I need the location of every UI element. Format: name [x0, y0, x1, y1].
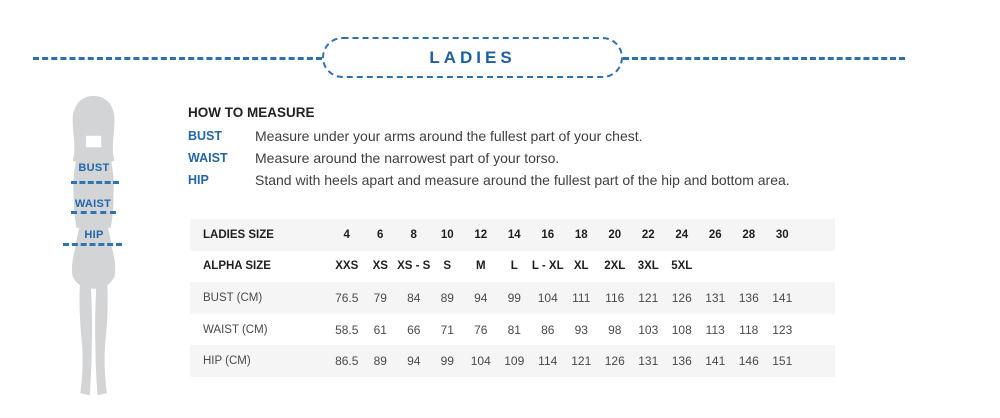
- table-cell: 111: [572, 290, 591, 305]
- how-to-measure-title: HOW TO MEASURE: [188, 105, 315, 120]
- table-cell: L: [510, 260, 518, 273]
- table-cell: 99: [440, 354, 454, 369]
- table-cell: 151: [772, 354, 793, 369]
- table-cell: 94: [407, 354, 421, 369]
- table-cell: 94: [474, 290, 488, 305]
- table-cell: 28: [742, 228, 756, 241]
- measure-instruction-waist: [188, 150, 888, 168]
- title-capsule: [322, 37, 623, 78]
- table-cell: S: [443, 260, 452, 273]
- header-dashed-line-right: [623, 57, 905, 60]
- table-cell: 24: [675, 228, 689, 241]
- row-label: ALPHA SIZE: [203, 260, 271, 273]
- measure-instruction-hip: [188, 172, 888, 190]
- row-label: BUST (CM): [203, 291, 263, 304]
- table-cell: 6: [377, 228, 384, 241]
- table-cell: 131: [705, 290, 726, 305]
- table-cell: 109: [504, 354, 525, 369]
- table-cell: 141: [705, 354, 726, 369]
- measure-instruction-bust: [188, 128, 888, 146]
- table-cell: [732, 251, 766, 283]
- table-cell: 84: [407, 290, 421, 305]
- measure-description: Stand with heels apart and measure around the fullest part of the hip and bottom area.: [255, 172, 790, 188]
- table-cell: 22: [641, 228, 655, 241]
- row-label: LADIES SIZE: [203, 228, 274, 241]
- table-cell: XL: [573, 260, 589, 273]
- table-cell: 99: [507, 290, 521, 305]
- table-cell: 131: [638, 354, 659, 369]
- table-cell: 108: [671, 322, 692, 337]
- table-cell: L - XL: [531, 260, 564, 273]
- table-cell: 61: [373, 322, 387, 337]
- table-cell: 104: [470, 354, 491, 369]
- table-cell: 66: [407, 322, 421, 337]
- table-cell: 3XL: [637, 260, 659, 273]
- table-cell: 121: [571, 354, 592, 369]
- header-dashed-line-left: [33, 57, 322, 60]
- table-cell: [766, 251, 800, 283]
- table-cell: 114: [538, 354, 558, 369]
- table-cell: XS - S: [397, 260, 431, 273]
- table-cell-filler: [799, 282, 835, 314]
- row-label: WAIST (CM): [203, 323, 268, 336]
- table-cell: 103: [638, 322, 659, 337]
- row-label: HIP (CM): [203, 355, 251, 368]
- figure-bust-label: BUST: [78, 162, 110, 174]
- table-cell: 123: [772, 322, 793, 337]
- figure-waist-label: WAIST: [74, 198, 112, 210]
- size-table: [190, 219, 835, 377]
- table-cell: 8: [410, 228, 417, 241]
- table-row: [190, 282, 835, 314]
- table-cell: 126: [671, 290, 692, 305]
- table-cell: 104: [537, 290, 558, 305]
- table-cell: 76: [474, 322, 488, 337]
- table-cell: 12: [474, 228, 488, 241]
- table-cell: 126: [604, 354, 625, 369]
- page-title: LADIES: [429, 47, 516, 67]
- table-cell: 26: [708, 228, 722, 241]
- table-cell: 98: [608, 322, 622, 337]
- table-cell-filler: [799, 314, 835, 346]
- measure-description: Measure around the narrowest part of your torso.: [255, 150, 560, 166]
- table-cell: M: [475, 260, 486, 273]
- table-cell: 141: [772, 290, 793, 305]
- table-row: [190, 219, 835, 251]
- table-cell: 10: [440, 228, 454, 241]
- table-cell: 86.5: [335, 354, 359, 369]
- table-cell: 81: [507, 322, 521, 337]
- table-cell: 89: [373, 354, 387, 369]
- table-cell: 14: [507, 228, 521, 241]
- table-cell: 113: [705, 322, 725, 337]
- table-cell: 116: [605, 290, 625, 305]
- table-cell: 89: [440, 290, 454, 305]
- table-cell: 118: [739, 322, 759, 337]
- table-row: [190, 345, 835, 377]
- table-cell: 121: [638, 290, 659, 305]
- figure-bust-dashed-line: [71, 181, 119, 184]
- figure-hip-dashed-line: [63, 243, 122, 246]
- table-cell: 93: [574, 322, 588, 337]
- table-cell: 136: [738, 290, 759, 305]
- table-cell: 146: [738, 354, 759, 369]
- figure-hip-label: HIP: [84, 229, 104, 241]
- table-cell-filler: [799, 345, 835, 377]
- table-cell: XS: [372, 260, 388, 273]
- table-cell: 30: [775, 228, 789, 241]
- measure-term: WAIST: [188, 151, 228, 165]
- table-cell-filler: [799, 251, 835, 283]
- table-row: [190, 251, 835, 283]
- measure-term: BUST: [188, 129, 223, 143]
- measure-term: HIP: [188, 173, 209, 187]
- table-row: [190, 314, 835, 346]
- female-silhouette-icon: [48, 94, 143, 398]
- table-cell: [699, 251, 733, 283]
- table-cell: 18: [574, 228, 588, 241]
- table-cell: 86: [541, 322, 555, 337]
- figure-waist-dashed-line: [71, 211, 116, 214]
- table-cell: XXS: [335, 260, 359, 273]
- table-cell: 16: [541, 228, 555, 241]
- table-cell: 71: [440, 322, 454, 337]
- table-cell-filler: [799, 219, 835, 251]
- table-cell: 4: [343, 228, 350, 241]
- table-cell: 58.5: [335, 322, 359, 337]
- table-cell: 79: [373, 290, 387, 305]
- table-cell: 136: [671, 354, 692, 369]
- table-cell: 5XL: [671, 260, 693, 273]
- measure-description: Measure under your arms around the fullest part of your chest.: [255, 128, 643, 144]
- table-cell: 2XL: [604, 260, 626, 273]
- table-cell: 76.5: [335, 290, 359, 305]
- table-cell: 20: [608, 228, 622, 241]
